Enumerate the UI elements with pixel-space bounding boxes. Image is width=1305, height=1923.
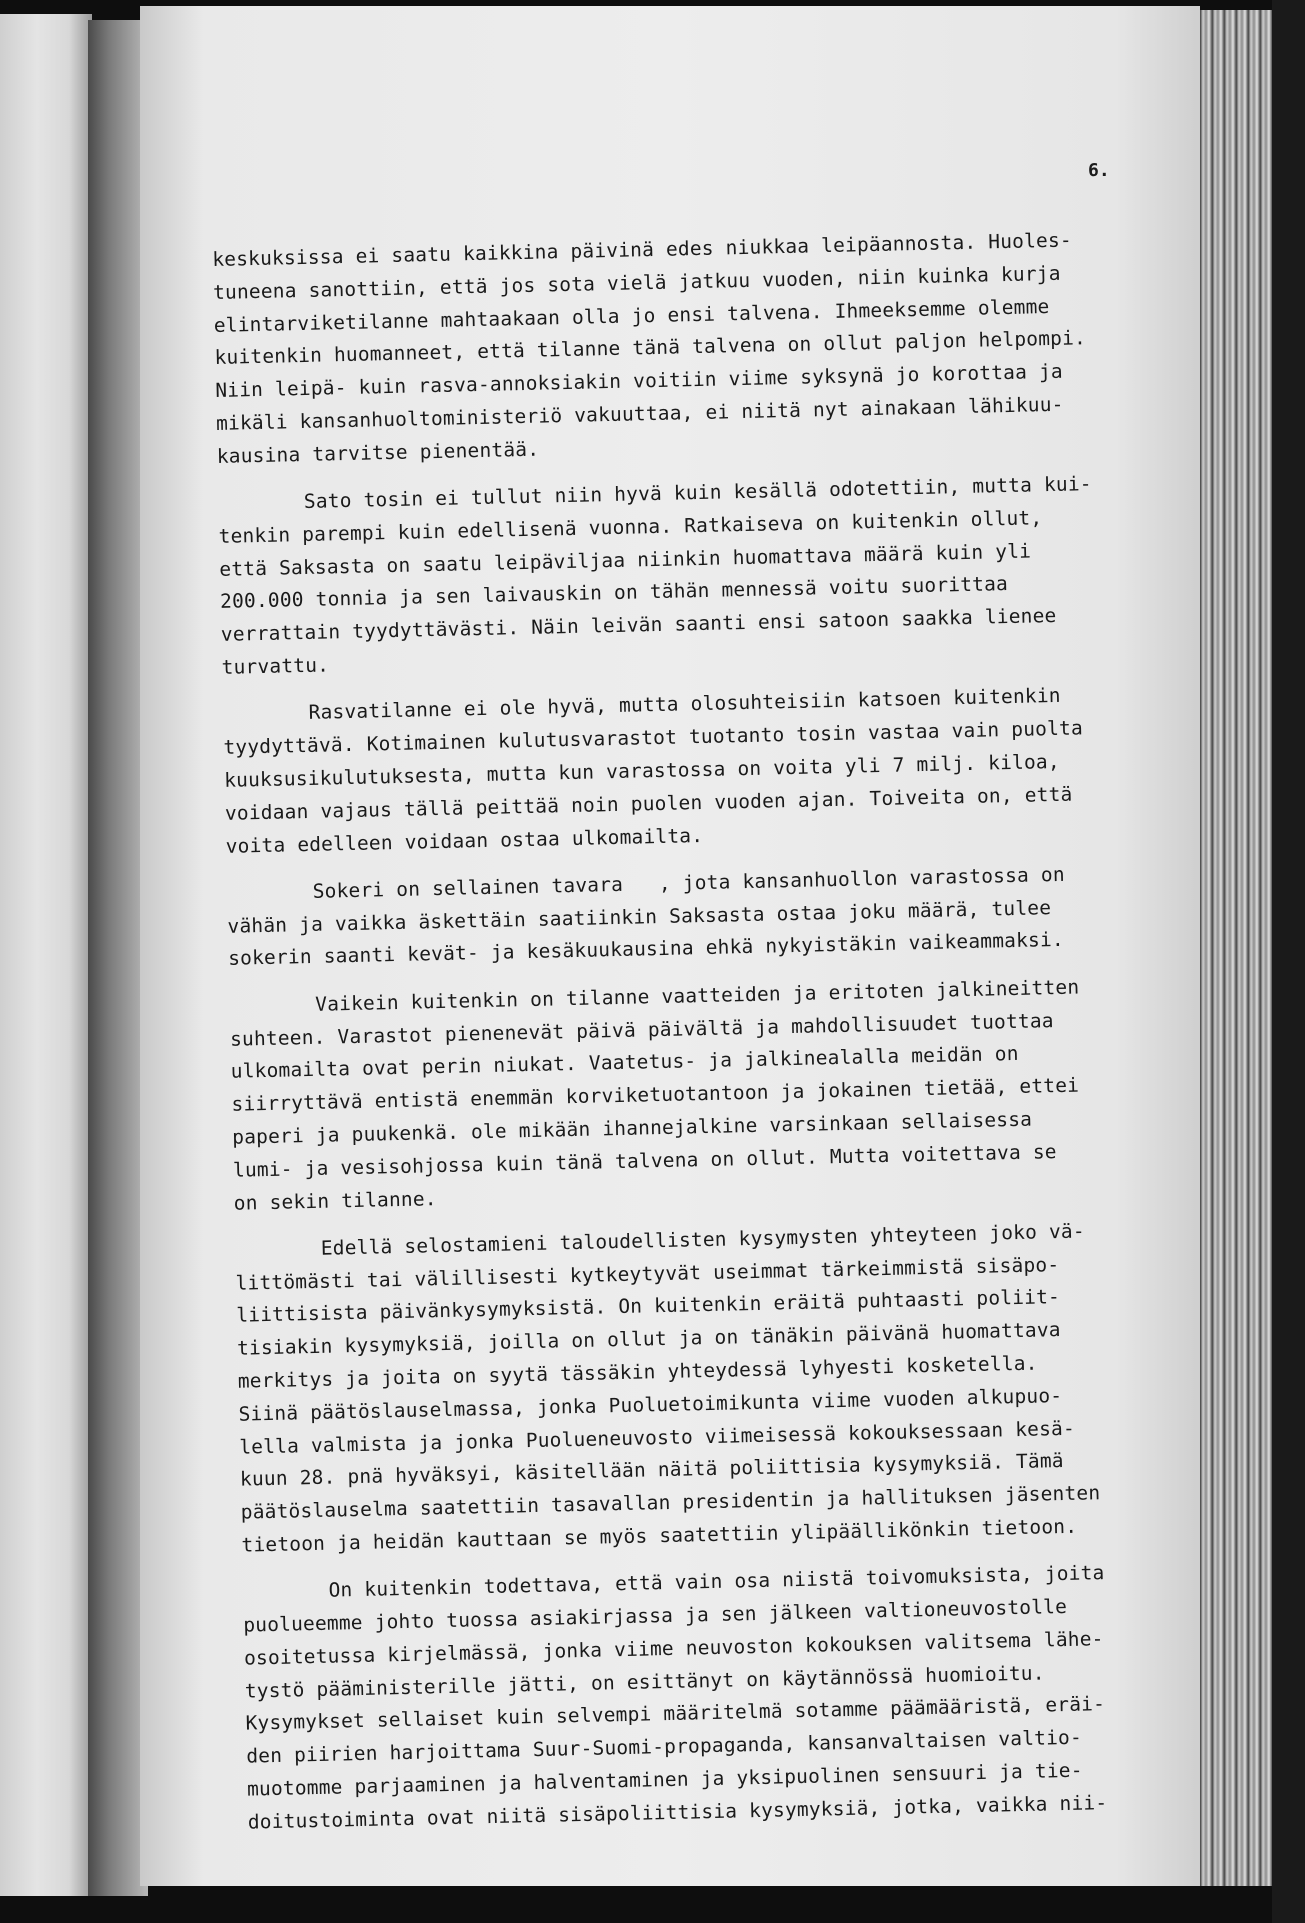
text-line: Edellä selostamieni taloudellisten kysymysten yhteyteen joko vä- — [320, 1219, 1086, 1260]
text-line: vähän ja vaikka äskettäin saatiinkin Saksasta ostaa joku määrä, tulee — [227, 895, 1052, 938]
text-line: Rasvatilanne ei ole hyvä, mutta olosuhteisiin katsoen kuitenkin — [308, 684, 1061, 725]
text-line: on sekin tilanne. — [233, 1186, 437, 1215]
scan-border — [1272, 0, 1305, 1923]
text-line: päätöslauselma saatettiin tasavallan presidentin ja hallituksen jäsenten — [240, 1481, 1101, 1524]
text-line: liittisista päivänkysymyksistä. On kuitenkin eräitä puhtaasti poliit- — [236, 1285, 1061, 1328]
text-line: tisiakin kysymyksiä, joilla on ollut ja on tänäkin päivänä huomattava — [236, 1318, 1061, 1360]
text-line: tuneena sanottiin, että jos sota vielä jatkuu vuoden, niin kuinka kurja — [212, 261, 1061, 304]
text-line: puolueemme johto tuossa asiakirjassa ja sen jälkeen valtioneuvostolle — [243, 1595, 1068, 1637]
text-line: ulkomailta ovat perin niukat. Vaatetus- ja jalkinealalla meidän on — [230, 1042, 1019, 1084]
text-line: merkitys ja joita on syytä tässäkin yhteydessä lyhyesti kosketella. — [237, 1351, 1038, 1393]
text-line: osoitetussa kirjelmässä, jonka viime neuvoston kokouksen valitsema lähe- — [243, 1627, 1104, 1670]
text-line: kuuksusikulutuksesta, mutta kun varastossa on voita yli 7 milj. kiloa, — [223, 749, 1061, 792]
text-line: tenkin parempi kuin edellisenä vuonna. Ratkaiseva on kuitenkin ollut, — [218, 506, 1043, 548]
text-line: kausina tarvitse pienentää. — [216, 437, 540, 468]
text-line: että Saksasta on saatu leipäviljaa niinkin huomattava määrä kuin yli — [219, 539, 1032, 581]
text-line: 200.000 tonnia ja sen laivauskin on tähän mennessä voitu suorittaa — [219, 572, 1009, 614]
text-line: kuun 28. pnä hyväksyi, käsitellään näitä poliittisia kysymyksiä. Tämä — [239, 1449, 1064, 1492]
paragraph — [218, 467, 1152, 685]
paragraph — [222, 678, 1155, 863]
text-line: On kuitenkin todettava, että vain osa niistä toivomuksista, joita — [328, 1561, 1105, 1602]
typewritten-body — [212, 223, 1178, 1854]
text-line: paperi ja puukenkä. ole mikään ihannejalkine varsinkaan sellaisessa — [232, 1107, 1033, 1149]
text-line: Sato tosin ei tullut niin hyvä kuin kesällä odotettiin, mutta kui- — [303, 472, 1092, 514]
page-number: 6. — [1088, 160, 1110, 181]
text-line: den piirien harjoittama Suur-Suomi-propaganda, kansanvaltaisen valtio- — [246, 1725, 1083, 1768]
text-line: mikäli kansanhuoltoministeriö vakuuttaa, ei niitä nyt ainakaan lähikuu- — [215, 392, 1064, 435]
book-gutter-shadow — [88, 20, 148, 1896]
left-page-edge — [0, 14, 92, 1896]
text-line: suhteen. Varastot pienenevät päivä päivältä ja mahdollisuudet tuottaa — [229, 1008, 1054, 1051]
text-line: tyydyttävä. Kotimainen kulutusvarastot tuotanto tosin vastaa vain puolta — [223, 716, 1084, 760]
paragraph — [229, 969, 1164, 1220]
text-line: Siinä päätöslauselmassa, jonka Puoluetoimikunta viime vuoden alkupuo- — [238, 1383, 1063, 1426]
text-line: sokerin saanti kevät- ja kesäkuukausina ehkä nykyistäkin vaikeammaksi. — [227, 928, 1065, 971]
text-line: lumi- ja vesisohjossa kuin tänä talvena on ollut. Mutta voitettava se — [232, 1139, 1057, 1182]
text-line: keskuksissa ei saatu kaikkina päivinä edes niukkaa leipäannosta. Huoles- — [212, 228, 1073, 271]
text-line: tietoon ja heidän kauttaan se myös saatettiin ylipäällikönkin tietoon. — [241, 1514, 1078, 1557]
text-line: Niin leipä- kuin rasva-annoksiakin voitiin viime syksynä jo korottaa ja — [215, 359, 1064, 403]
text-line: tystö pääministerille jätti, on esittänyt on käytännössä huomioitu. — [244, 1661, 1045, 1703]
text-line: muotomme parjaaminen ja halventaminen ja yksipuolinen sensuuri ja tie- — [246, 1758, 1083, 1801]
paragraph — [234, 1213, 1171, 1562]
text-line: littömästi tai välillisesti kytkeytyvät useimmat tärkeimmistä sisäpo- — [235, 1252, 1060, 1295]
paragraph — [242, 1556, 1178, 1839]
text-line: voita edelleen voidaan ostaa ulkomailta. — [225, 823, 704, 858]
text-line: elintarviketilanne mahtaakaan olla jo ensi talvena. Ihmeeksemme olemme — [213, 294, 1050, 337]
paragraph — [212, 223, 1147, 474]
stacked-page-edges — [1200, 10, 1272, 1886]
text-line: lella valmista ja jonka Puolueneuvosto viimeisessä kokouksessaan kesä- — [239, 1416, 1076, 1459]
text-line: kuitenkin huomanneet, että tilanne tänä talvena on ollut paljon helpompi. — [214, 326, 1087, 370]
text-line: voidaan vajaus tällä peittää noin puolen vuoden ajan. Toiveita on, että — [224, 782, 1073, 825]
text-line: Vaikein kuitenkin on tilanne vaatteiden ja eritoten jalkineitten — [315, 975, 1080, 1016]
text-line: Sokeri on sellainen tavara , jota kansanhuollon varastossa on — [312, 862, 1066, 903]
text-line: siirryttävä entistä enemmän korviketuotantoon ja jokainen tietää, ettei — [231, 1073, 1080, 1116]
paragraph — [226, 857, 1158, 976]
text-line: Kysymykset sellaiset kuin selvempi määritelmä sotamme päämääristä, eräi- — [245, 1692, 1106, 1736]
text-line: turvattu. — [221, 653, 330, 679]
text-line: doitustoiminta ovat niitä sisäpoliittisia kysymyksiä, jotka, vaikka nii- — [247, 1790, 1108, 1834]
text-line: verrattain tyydyttävästi. Näin leivän saanti ensi satoon saakka lienee — [220, 604, 1057, 647]
